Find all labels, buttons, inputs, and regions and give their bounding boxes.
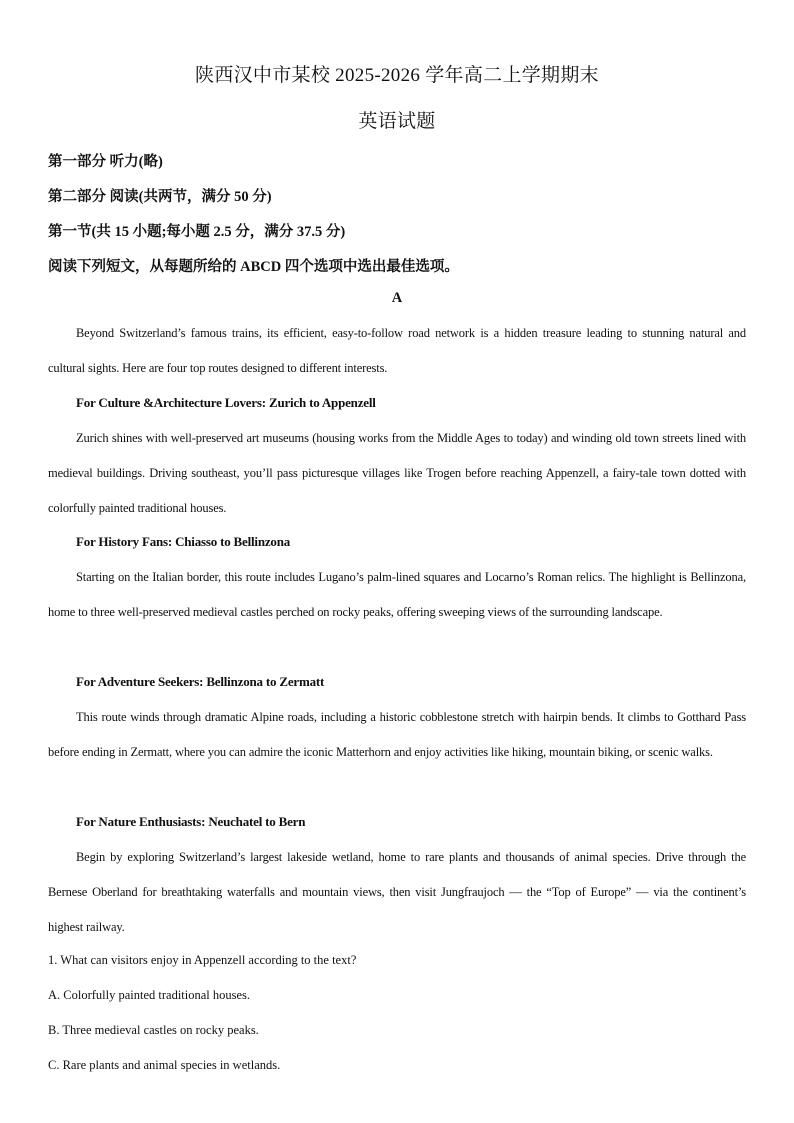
passage-label: A bbox=[391, 290, 403, 306]
route-heading: For Adventure Seekers: Bellinzona to Zermatt bbox=[76, 674, 325, 689]
route-heading: For Culture &Architecture Lovers: Zurich to Appenzell bbox=[76, 395, 376, 410]
passage-intro: Beyond Switzerland’s famous trains, its efficient, easy-to-follow road network is a hidden treasure leading to stunning natural and cultural sights. Here are four top routes designed to different interests. bbox=[48, 326, 746, 375]
question-stem: 1. What can visitors enjoy in Appenzell according to the text? bbox=[48, 953, 357, 967]
instruction-text: 阅读下列短文，从每题所给的 ABCD 四个选项中选出最佳选项。 bbox=[48, 259, 459, 275]
exam-title: 陕西汉中市某校 2025-2026 学年高二上学期期末 bbox=[195, 65, 599, 86]
route-text: Starting on the Italian border, this route includes Lugano’s palm-lined squares and Locarno’s Roman relics. The highlight is Bellinzona, home to three well-preserved medieval castles perched on rocky peaks, offering sweeping views of the surrounding landscape. bbox=[48, 570, 746, 619]
answer-option-a: A. Colorfully painted traditional houses. bbox=[48, 988, 251, 1002]
route-heading: For Nature Enthusiasts: Neuchatel to Bern bbox=[76, 814, 306, 829]
route-text: Begin by exploring Switzerland’s largest lakeside wetland, home to rare plants and thousands of animal species. Drive through the Bernese Oberland for breathtaking waterfalls and mountain views, then visit Jungfraujoch — the “Top of Europe” — via the continent’s highest railway. bbox=[48, 850, 746, 934]
answer-option-c: C. Rare plants and animal species in wetlands. bbox=[48, 1058, 281, 1072]
exam-subtitle: 英语试题 bbox=[358, 111, 436, 132]
section-one-heading: 第一节(共 15 小题;每小题 2.5 分，满分 37.5 分) bbox=[48, 224, 346, 240]
route-text: Zurich shines with well-preserved art museums (housing works from the Middle Ages to today) and winding old town streets lined with medieval buildings. Driving southeast, you’ll pass picturesque villages like Trogen before reaching Appenzell, a fairy-tale town dotted with colorfully painted traditional houses. bbox=[48, 431, 746, 515]
part-two-heading: 第二部分 阅读(共两节，满分 50 分) bbox=[48, 189, 272, 205]
part-one-heading: 第一部分 听力(略) bbox=[48, 154, 163, 170]
route-heading: For History Fans: Chiasso to Bellinzona bbox=[76, 534, 291, 549]
route-text: This route winds through dramatic Alpine roads, including a historic cobblestone stretch with hairpin bends. It climbs to Gotthard Pass before ending in Zermatt, where you can admire the iconic Matterhorn and enjoy activities like hiking, mountain biking, or scenic walks. bbox=[48, 710, 746, 759]
answer-option-b: B. Three medieval castles on rocky peaks. bbox=[48, 1023, 259, 1037]
